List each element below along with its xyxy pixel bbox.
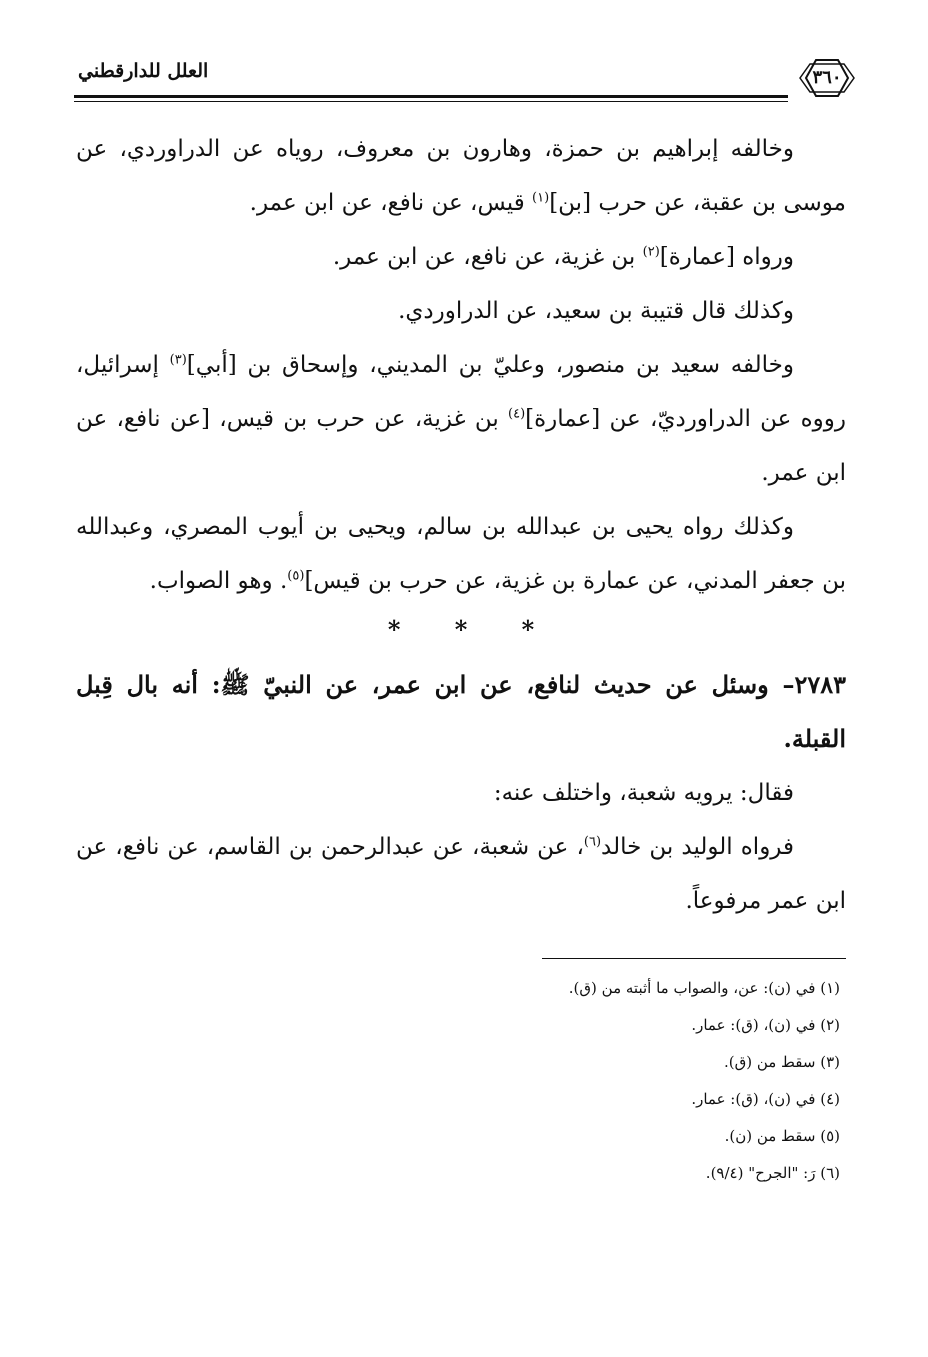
paragraph: وخالفه إبراهيم بن حمزة، وهارون بن معروف، روياه عن الدراوردي، عن موسى بن عقبة، عن حرب [بن]$^{(١)}$ قيس، عن نافع، عن ابن عمر. [76, 136, 846, 216]
header-rule [74, 95, 788, 98]
page-header [74, 54, 858, 102]
paragraph: فقال: يرويه شعبة، واختلف عنه: [493, 780, 794, 806]
footnote: (٢) في (ن)، (ق): عمار. [691, 1016, 840, 1034]
footnote-ref[interactable]: (٣) [169, 352, 187, 368]
footnote-rule [542, 958, 846, 959]
footnote: (٣) سقط من (ق). [723, 1053, 840, 1071]
footnote: (٤) في (ن)، (ق): عمار. [691, 1090, 840, 1108]
paragraph: ورواه [عمارة]$^{(٢)}$ بن غزية، عن نافع، عن ابن عمر. [332, 244, 794, 270]
page-number: ٣٦٠ [812, 67, 842, 88]
page-number-badge [796, 56, 858, 100]
footnote: (٦) رَ: "الجرح" (٩/٤). [705, 1164, 840, 1182]
paragraph: وخالفه سعيد بن منصور، وعليّ بن المديني، وإسحاق بن [أبي]$^{(٣)}$ إسرائيل، رووه عن الدراورديّ، عن [عمارة]$^{(٤)}$ بن غزية، عن حرب بن قيس، [عن نافع، عن ابن عمر. [76, 352, 846, 486]
main-text [76, 122, 846, 928]
header-rule-thin [74, 101, 788, 102]
footnotes [76, 970, 846, 1192]
running-title: العلل للدارقطني [78, 60, 209, 82]
footnote: (١) في (ن): عن، والصواب ما أثبته من (ق). [568, 979, 840, 997]
section-separator: * * * [387, 615, 535, 644]
paragraph: وكذلك رواه يحيى بن عبدالله بن سالم، ويحيى بن أيوب المصري، وعبدالله بن جعفر المدني، عن عمارة بن غزية، عن حرب بن قيس]$^{(٥)}$. وهو الصواب. [76, 514, 846, 594]
footnote-ref[interactable]: (٢) [642, 244, 660, 260]
entry-heading: ٢٧٨٣– وسئل عن حديث لنافع، عن ابن عمر، عن النبيّ ﷺ: أنه بال قِبل القبلة. [76, 670, 847, 753]
footnote-ref[interactable]: (٦) [583, 834, 602, 850]
footnote-ref[interactable]: (٥) [287, 568, 305, 584]
footnote-ref[interactable]: (١) [532, 190, 550, 206]
paragraph: وكذلك قال قتيبة بن سعيد، عن الدراوردي. [398, 298, 794, 324]
footnote: (٥) سقط من (ن). [724, 1127, 840, 1145]
paragraph: فرواه الوليد بن خالد$^{(٦)}$، عن شعبة، عن عبدالرحمن بن القاسم، عن نافع، عن ابن عمر مرفوعاً. [76, 834, 846, 914]
footnote-ref[interactable]: (٤) [508, 406, 526, 422]
